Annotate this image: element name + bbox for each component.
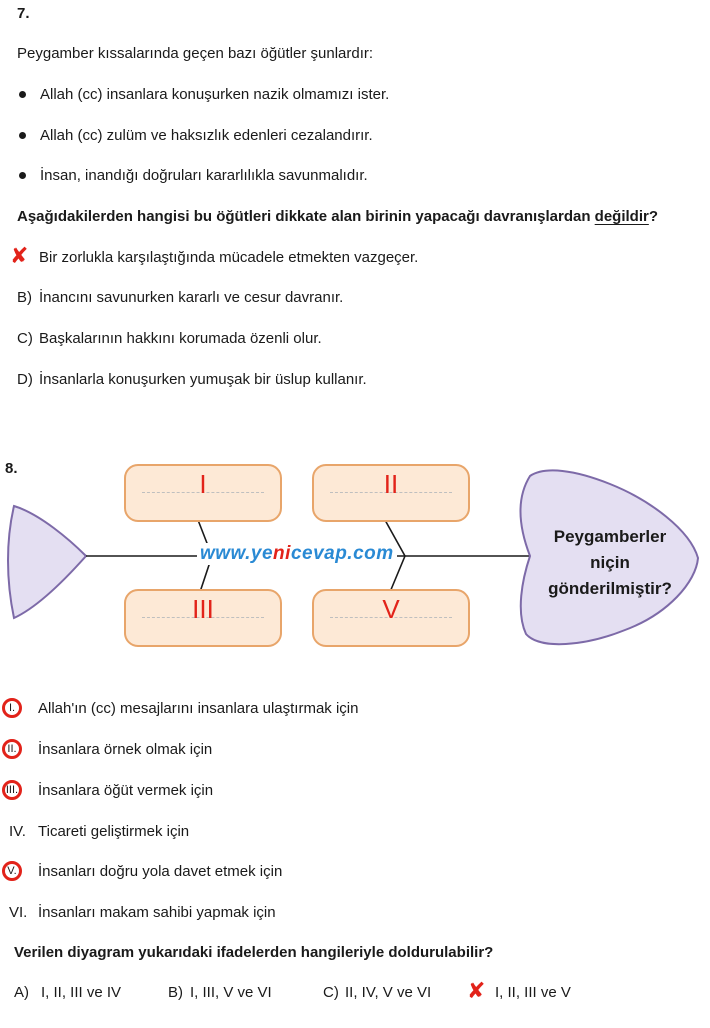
option-text: Bir zorlukla karşılaştığında mücadele etmekten vazgeçer.	[39, 249, 419, 266]
diagram-box-4	[312, 589, 470, 647]
option-d[interactable]	[467, 980, 607, 1006]
option-a[interactable]	[10, 245, 610, 269]
question-7-prompt	[17, 208, 658, 226]
bullet-icon	[19, 172, 26, 179]
option-text: II, IV, V ve VI	[345, 984, 432, 1001]
option-letter: B)	[168, 984, 183, 1001]
statement-5	[2, 860, 602, 884]
circled-numeral: III.	[2, 780, 22, 800]
statement-text: Ticareti geliştirmek için	[38, 823, 190, 840]
question-7-emphasis: değildir	[594, 208, 649, 225]
fish-head-line: Peygamberler	[553, 527, 667, 546]
option-text: Başkalarının hakkını korumada özenli olur.	[39, 330, 322, 347]
question-7-prompt-text: Aşağıdakilerden hangisi bu öğütleri dikkate alan birinin yapacağı davranışlardan	[17, 208, 595, 225]
question-7-number: 7.	[17, 5, 30, 22]
advice-item: Allah (cc) zulüm ve haksızlık edenleri cezalandırır.	[40, 127, 373, 144]
circled-numeral: I.	[2, 698, 22, 718]
fish-head-question	[532, 524, 688, 602]
option-text: I, II, III ve V	[495, 984, 571, 1001]
diagram-box-1	[124, 464, 282, 522]
option-text: I, III, V ve VI	[190, 984, 272, 1001]
statement-text: Allah'ın (cc) mesajlarını insanlara ulaştırmak için	[38, 700, 359, 717]
statement-numeral: IV.	[9, 823, 26, 840]
statement-4	[2, 820, 602, 844]
diagram-box-3	[124, 589, 282, 647]
statement-6	[2, 901, 602, 925]
diagram-box-2	[312, 464, 470, 522]
option-c[interactable]	[17, 330, 617, 352]
watermark-logo	[197, 543, 397, 565]
fish-head-line: gönderilmiştir?	[548, 579, 672, 598]
statement-3	[2, 779, 602, 803]
option-letter: C)	[323, 984, 339, 1001]
wrong-cross-icon: ✘	[10, 243, 29, 268]
watermark-part: cevap.com	[290, 543, 394, 564]
wrong-cross-icon: ✘	[467, 978, 486, 1003]
option-letter: C)	[17, 330, 33, 347]
question-7-prompt-end: ?	[648, 208, 659, 225]
statement-text: İnsanları makam sahibi yapmak için	[38, 904, 276, 921]
bullet-icon	[19, 132, 26, 139]
option-a[interactable]	[14, 984, 154, 1006]
option-d[interactable]	[17, 371, 617, 393]
advice-item: İnsan, inandığı doğruları kararlılıkla savunmalıdır.	[40, 167, 368, 184]
statement-1	[2, 697, 602, 721]
question-8-number: 8.	[5, 460, 18, 477]
option-text: İnsanlarla konuşurken yumuşak bir üslup kullanır.	[39, 371, 367, 388]
option-b[interactable]	[17, 289, 617, 311]
box-numeral: I	[199, 469, 207, 499]
option-b[interactable]	[168, 984, 308, 1006]
statement-text: İnsanlara öğüt vermek için	[38, 782, 214, 799]
question-7-intro: Peygamber kıssalarında geçen bazı öğütler şunlardır:	[17, 45, 374, 62]
option-c[interactable]	[323, 984, 463, 1006]
box-numeral: III	[192, 594, 214, 624]
fish-head-line: niçin	[590, 553, 630, 572]
statement-text: İnsanlara örnek olmak için	[38, 741, 213, 758]
option-text: İnancını savunurken kararlı ve cesur davranır.	[39, 289, 344, 306]
option-letter: D)	[17, 371, 33, 388]
option-letter: A)	[14, 984, 29, 1001]
statement-2	[2, 738, 602, 762]
advice-item: Allah (cc) insanlara konuşurken nazik olmamızı ister.	[40, 86, 390, 103]
fish-tail-shape	[8, 506, 86, 618]
watermark-part: www.ye	[200, 543, 274, 564]
option-text: I, II, III ve IV	[41, 984, 122, 1001]
option-letter: B)	[17, 289, 32, 306]
question-8-prompt: Verilen diyagram yukarıdaki ifadelerden hangileriyle doldurulabilir?	[14, 944, 494, 961]
statement-numeral: VI.	[9, 904, 28, 921]
bullet-icon	[19, 91, 26, 98]
box-numeral: V	[382, 594, 400, 624]
circled-numeral: V.	[2, 861, 22, 881]
circled-numeral: II.	[2, 739, 22, 759]
statement-text: İnsanları doğru yola davet etmek için	[38, 863, 283, 880]
box-numeral: II	[383, 469, 399, 499]
watermark-part: ni	[273, 543, 291, 564]
